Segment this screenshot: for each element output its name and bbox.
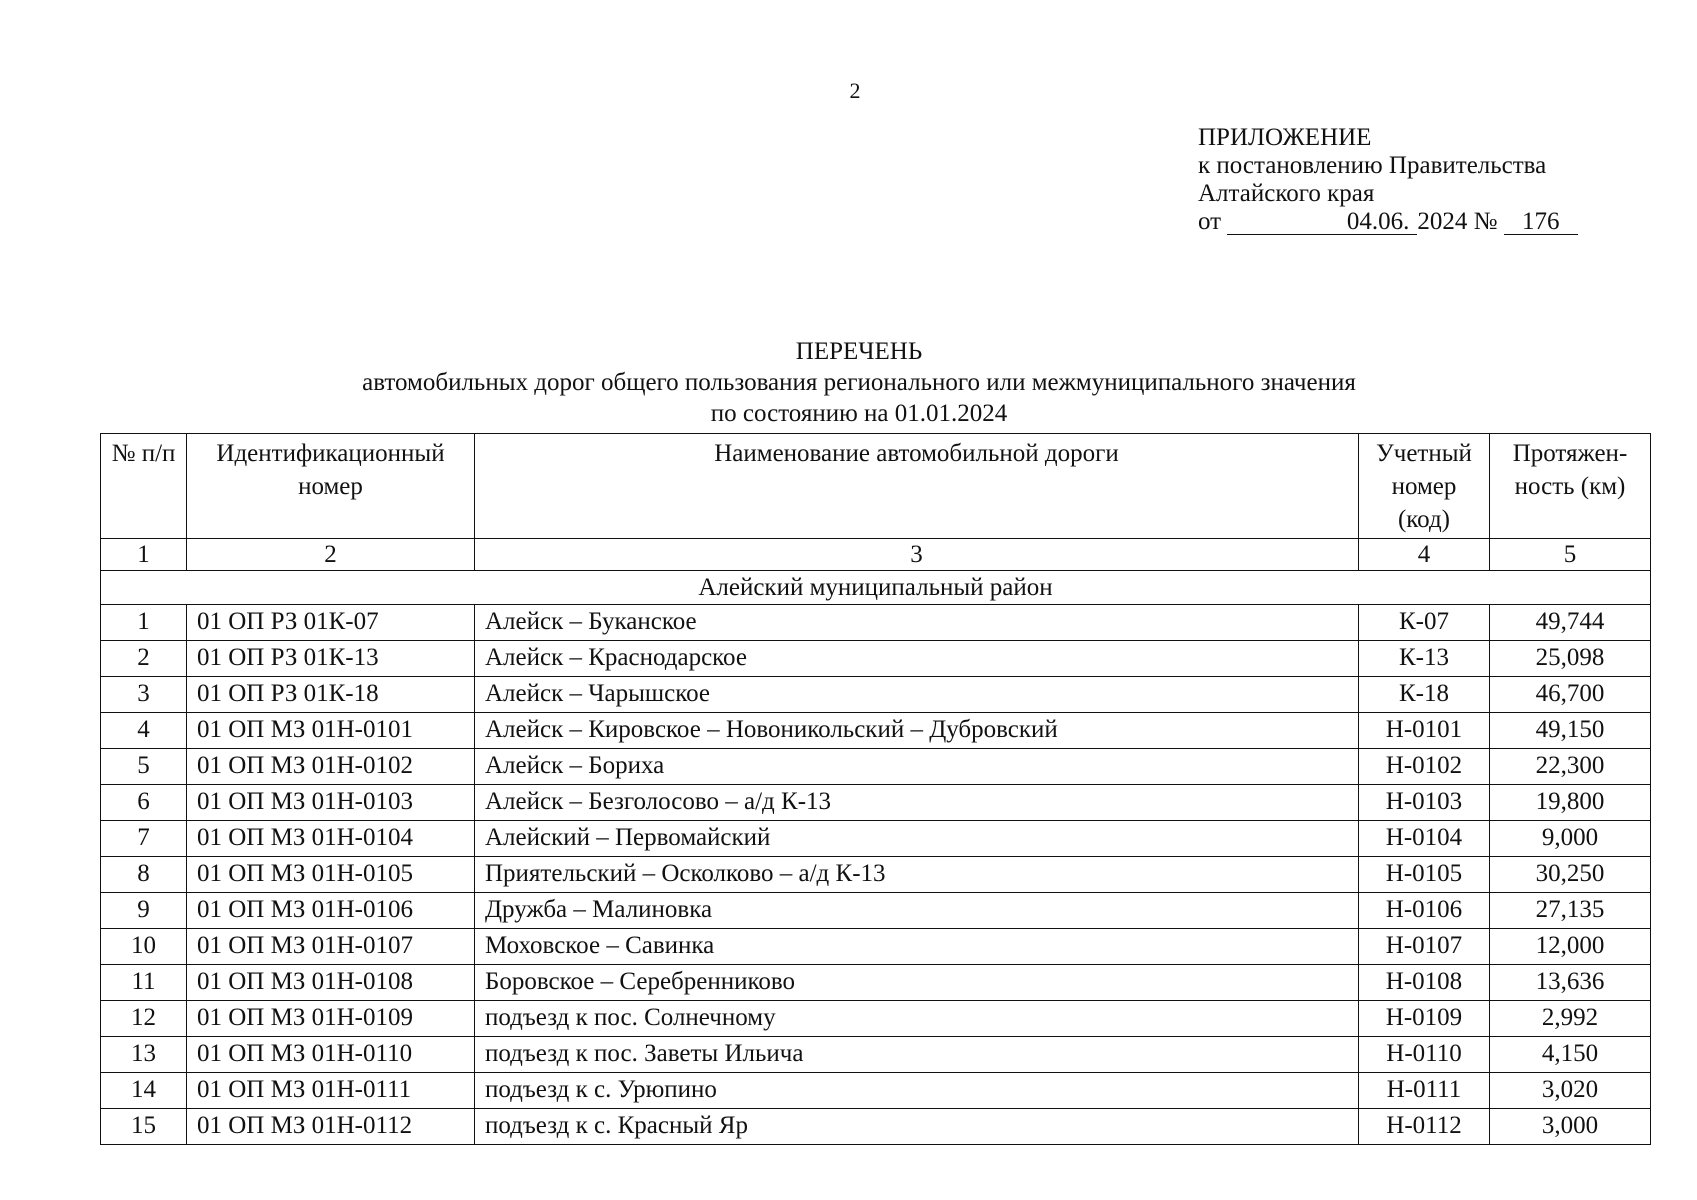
header-name: Наименование автомобильной дороги: [475, 434, 1359, 539]
appendix-line-1: к постановлению Правительства: [1198, 152, 1547, 179]
cell-identification-number: 01 ОП МЗ 01Н-0111: [187, 1073, 475, 1109]
cell-length-km: 9,000: [1490, 821, 1651, 857]
appendix-line-2: Алтайского края: [1198, 180, 1375, 207]
header-id: Идентификационный номер: [187, 434, 475, 539]
cell-road-name: Дружба – Малиновка: [475, 893, 1359, 929]
table-row: [101, 929, 1651, 965]
cell-road-name: Моховское – Савинка: [475, 929, 1359, 965]
cell-length-km: 12,000: [1490, 929, 1651, 965]
cell-account-code: Н-0112: [1359, 1109, 1490, 1145]
cell-identification-number: 01 ОП МЗ 01Н-0101: [187, 713, 475, 749]
cell-row-number: 9: [101, 893, 187, 929]
cell-road-name: Боровское – Серебренниково: [475, 965, 1359, 1001]
cell-road-name: Алейск – Краснодарское: [475, 641, 1359, 677]
cell-identification-number: 01 ОП МЗ 01Н-0103: [187, 785, 475, 821]
column-numbers-row: [101, 539, 1651, 571]
cell-length-km: 4,150: [1490, 1037, 1651, 1073]
cell-length-km: 2,992: [1490, 1001, 1651, 1037]
district-row: [101, 571, 1651, 605]
cell-account-code: Н-0106: [1359, 893, 1490, 929]
cell-identification-number: 01 ОП МЗ 01Н-0102: [187, 749, 475, 785]
cell-length-km: 22,300: [1490, 749, 1651, 785]
cell-identification-number: 01 ОП МЗ 01Н-0105: [187, 857, 475, 893]
column-number: 4: [1359, 539, 1490, 571]
cell-row-number: 11: [101, 965, 187, 1001]
cell-account-code: Н-0108: [1359, 965, 1490, 1001]
cell-account-code: Н-0111: [1359, 1073, 1490, 1109]
date-value: 04.06.: [1227, 210, 1417, 235]
cell-row-number: 10: [101, 929, 187, 965]
document-heading: [0, 336, 1697, 429]
cell-road-name: подъезд к с. Урюпино: [475, 1073, 1359, 1109]
cell-length-km: 3,020: [1490, 1073, 1651, 1109]
cell-length-km: 30,250: [1490, 857, 1651, 893]
table-row: [101, 1037, 1651, 1073]
cell-row-number: 7: [101, 821, 187, 857]
cell-row-number: 14: [101, 1073, 187, 1109]
table-header: [101, 434, 1651, 539]
cell-road-name: Алейск – Кировское – Новоникольский – Дубровский: [475, 713, 1359, 749]
cell-identification-number: 01 ОП МЗ 01Н-0112: [187, 1109, 475, 1145]
cell-row-number: 15: [101, 1109, 187, 1145]
cell-row-number: 3: [101, 677, 187, 713]
cell-road-name: подъезд к пос. Солнечному: [475, 1001, 1359, 1037]
cell-identification-number: 01 ОП МЗ 01Н-0110: [187, 1037, 475, 1073]
table-row: [101, 713, 1651, 749]
cell-identification-number: 01 ОП РЗ 01К-18: [187, 677, 475, 713]
column-number: 5: [1490, 539, 1651, 571]
cell-length-km: 27,135: [1490, 893, 1651, 929]
cell-road-name: Алейский – Первомайский: [475, 821, 1359, 857]
cell-account-code: Н-0103: [1359, 785, 1490, 821]
cell-road-name: подъезд к с. Красный Яр: [475, 1109, 1359, 1145]
cell-row-number: 13: [101, 1037, 187, 1073]
table-row: [101, 785, 1651, 821]
date-prefix: от: [1198, 208, 1222, 235]
cell-account-code: Н-0101: [1359, 713, 1490, 749]
roads-table: [100, 433, 1651, 1145]
table-row: [101, 821, 1651, 857]
column-number: 2: [187, 539, 475, 571]
cell-identification-number: 01 ОП МЗ 01Н-0106: [187, 893, 475, 929]
cell-row-number: 4: [101, 713, 187, 749]
table-row: [101, 641, 1651, 677]
table-body: [101, 605, 1651, 1145]
cell-row-number: 12: [101, 1001, 187, 1037]
cell-row-number: 5: [101, 749, 187, 785]
cell-road-name: Алейск – Безголосово – а/д К-13: [475, 785, 1359, 821]
cell-road-name: Алейск – Бориха: [475, 749, 1359, 785]
page-number: 2: [849, 78, 861, 103]
cell-length-km: 25,098: [1490, 641, 1651, 677]
cell-account-code: Н-0105: [1359, 857, 1490, 893]
cell-identification-number: 01 ОП РЗ 01К-13: [187, 641, 475, 677]
cell-account-code: Н-0110: [1359, 1037, 1490, 1073]
cell-identification-number: 01 ОП РЗ 01К-07: [187, 605, 475, 641]
cell-length-km: 49,150: [1490, 713, 1651, 749]
district-name: Алейский муниципальный район: [101, 571, 1651, 605]
table-row: [101, 605, 1651, 641]
document-title: ПЕРЕЧЕНЬ: [795, 338, 923, 365]
table-row: [101, 1073, 1651, 1109]
column-number: 1: [101, 539, 187, 571]
cell-account-code: К-18: [1359, 677, 1490, 713]
cell-road-name: Алейск – Чарышское: [475, 677, 1359, 713]
table-row: [101, 1109, 1651, 1145]
header-code: Учетный номер (код): [1359, 434, 1490, 539]
header-row: [101, 434, 1651, 539]
document-subtitle: автомобильных дорог общего пользования регионального или межмуниципального значения: [362, 369, 1356, 396]
cell-length-km: 49,744: [1490, 605, 1651, 641]
table-row: [101, 749, 1651, 785]
cell-row-number: 1: [101, 605, 187, 641]
cell-road-name: Приятельский – Осколково – а/д К-13: [475, 857, 1359, 893]
cell-account-code: Н-0109: [1359, 1001, 1490, 1037]
appendix-block: [1198, 124, 1578, 236]
table-row: [101, 965, 1651, 1001]
cell-road-name: подъезд к пос. Заветы Ильича: [475, 1037, 1359, 1073]
cell-row-number: 8: [101, 857, 187, 893]
header-num: № п/п: [101, 434, 187, 539]
appendix-date-line: [1198, 208, 1578, 236]
table-row: [101, 677, 1651, 713]
cell-identification-number: 01 ОП МЗ 01Н-0107: [187, 929, 475, 965]
cell-identification-number: 01 ОП МЗ 01Н-0108: [187, 965, 475, 1001]
cell-length-km: 19,800: [1490, 785, 1651, 821]
table-row: [101, 1001, 1651, 1037]
cell-account-code: Н-0107: [1359, 929, 1490, 965]
year-label: 2024 №: [1417, 208, 1498, 235]
table-row: [101, 893, 1651, 929]
cell-row-number: 2: [101, 641, 187, 677]
cell-identification-number: 01 ОП МЗ 01Н-0109: [187, 1001, 475, 1037]
cell-length-km: 13,636: [1490, 965, 1651, 1001]
cell-road-name: Алейск – Буканское: [475, 605, 1359, 641]
document-as-of: по состоянию на 01.01.2024: [710, 400, 1008, 427]
cell-row-number: 6: [101, 785, 187, 821]
column-number: 3: [475, 539, 1359, 571]
cell-identification-number: 01 ОП МЗ 01Н-0104: [187, 821, 475, 857]
document-number: 176: [1504, 210, 1578, 235]
cell-account-code: Н-0102: [1359, 749, 1490, 785]
header-length: Протяжен-ность (км): [1490, 434, 1651, 539]
table-meta: [101, 539, 1651, 605]
cell-length-km: 3,000: [1490, 1109, 1651, 1145]
appendix-title: ПРИЛОЖЕНИЕ: [1198, 124, 1372, 151]
cell-account-code: Н-0104: [1359, 821, 1490, 857]
cell-account-code: К-07: [1359, 605, 1490, 641]
table-row: [101, 857, 1651, 893]
cell-length-km: 46,700: [1490, 677, 1651, 713]
cell-account-code: К-13: [1359, 641, 1490, 677]
